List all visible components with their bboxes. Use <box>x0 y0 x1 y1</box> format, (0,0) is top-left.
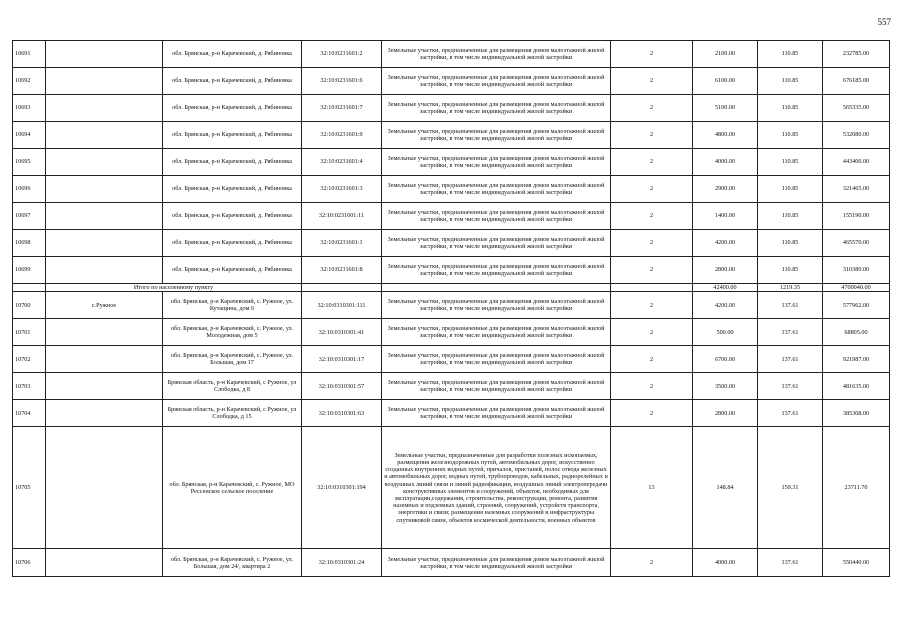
row-location: обл. Брянская, р-н Карачевский, с. Ружное, ул. Кутащина, дом 6 <box>163 292 302 319</box>
table-row <box>13 41 890 68</box>
row-land-use: Земельные участки, предназначенные для размещения домов малоэтажной жилой застройки, в том числе индивидуальной жилой застройки <box>382 400 611 427</box>
row-value: 232785.00 <box>823 41 890 68</box>
total-area: 42400.00 <box>693 284 758 292</box>
row-location: Брянская область, р-н Карачевский, с Ружное, ул Слободка, д 15 <box>163 400 302 427</box>
row-cadastral-number: 32:10:0310301:63 <box>302 400 382 427</box>
table-row <box>13 292 890 319</box>
row-number: 10706 <box>13 549 46 577</box>
settlement-spacer-cell <box>46 95 163 122</box>
row-area: 4200.00 <box>693 292 758 319</box>
settlement-spacer-cell <box>46 400 163 427</box>
row-land-use: Земельные участки, предназначенные для размещения домов малоэтажной жилой застройки, в том числе индивидуальной жилой застройки <box>382 41 611 68</box>
settlement-spacer-cell <box>46 373 163 400</box>
table-body-total <box>13 284 890 292</box>
row-category: 2 <box>611 549 693 577</box>
row-value: 481635.00 <box>823 373 890 400</box>
settlement-name: с.Ружное <box>46 292 163 319</box>
settlement-spacer-cell <box>46 346 163 373</box>
row-value: 310380.00 <box>823 257 890 284</box>
row-area: 4000.00 <box>693 549 758 577</box>
table-row <box>13 203 890 230</box>
row-number: 10702 <box>13 346 46 373</box>
row-cadastral-number: 32:10:0231601:11 <box>302 203 382 230</box>
row-category: 2 <box>611 400 693 427</box>
row-location: обл. Брянская, р-н Карачевский, с. Ружное, МО Рессенское сельское поселение <box>163 427 302 549</box>
row-land-use: Земельные участки, предназначенные для размещения домов малоэтажной жилой застройки, в том числе индивидуальной жилой застройки <box>382 373 611 400</box>
row-number: 10699 <box>13 257 46 284</box>
row-rate: 110.85 <box>758 41 823 68</box>
row-rate: 110.85 <box>758 122 823 149</box>
row-value: 321465.00 <box>823 176 890 203</box>
row-rate: 110.85 <box>758 68 823 95</box>
row-category: 2 <box>611 373 693 400</box>
row-location: обл. Брянская, р-н Карачевский, с. Ружное, ул. Молодежная, дом 5 <box>163 319 302 346</box>
settlement-spacer-cell <box>46 176 163 203</box>
row-area: 4800.00 <box>693 122 758 149</box>
row-number: 10696 <box>13 176 46 203</box>
row-location: обл. Брянская, р-н Карачевский, д. Рябиновка <box>163 176 302 203</box>
row-area: 2800.00 <box>693 257 758 284</box>
row-rate: 110.85 <box>758 257 823 284</box>
row-value: 565335.00 <box>823 95 890 122</box>
total-label: Итого по населенному пункту <box>46 284 302 292</box>
row-rate: 137.61 <box>758 346 823 373</box>
row-area: 4200.00 <box>693 230 758 257</box>
row-rate: 110.85 <box>758 95 823 122</box>
cadastral-value-table <box>12 40 890 577</box>
row-value: 577962.00 <box>823 292 890 319</box>
row-cadastral-number: 32:10:0310301:24 <box>302 549 382 577</box>
row-number: 10694 <box>13 122 46 149</box>
row-category: 2 <box>611 149 693 176</box>
row-cadastral-number: 32:10:0231601:7 <box>302 95 382 122</box>
row-number: 10704 <box>13 400 46 427</box>
row-land-use: Земельные участки, предназначенные для размещения домов малоэтажной жилой застройки, в том числе индивидуальной жилой застройки <box>382 149 611 176</box>
settlement-spacer-cell <box>46 549 163 577</box>
row-cadastral-number: 32:10:0231601:1 <box>302 230 382 257</box>
row-category: 2 <box>611 203 693 230</box>
row-category: 2 <box>611 68 693 95</box>
row-area: 2100.00 <box>693 41 758 68</box>
row-category: 2 <box>611 41 693 68</box>
row-area: 5100.00 <box>693 95 758 122</box>
total-empty-cell <box>13 284 46 292</box>
row-value: 532080.00 <box>823 122 890 149</box>
row-land-use: Земельные участки, предназначенные для размещения домов малоэтажной жилой застройки, в том числе индивидуальной жилой застройки <box>382 95 611 122</box>
settlement-spacer-cell <box>46 257 163 284</box>
total-empty-cell <box>611 284 693 292</box>
row-category: 2 <box>611 319 693 346</box>
row-location: Брянская область, р-н Карачевский, с Ружное, ул Слободка, д 8 <box>163 373 302 400</box>
table-row <box>13 549 890 577</box>
row-cadastral-number: 32:10:0231601:4 <box>302 149 382 176</box>
row-land-use: Земельные участки, предназначенные для размещения домов малоэтажной жилой застройки, в том числе индивидуальной жилой застройки <box>382 203 611 230</box>
settlement-spacer-cell <box>46 41 163 68</box>
row-area: 2800.00 <box>693 400 758 427</box>
row-cadastral-number: 32:10:0310301:57 <box>302 373 382 400</box>
row-cadastral-number: 32:10:0231601:6 <box>302 68 382 95</box>
row-rate: 137.61 <box>758 319 823 346</box>
row-area: 1400.00 <box>693 203 758 230</box>
row-rate: 110.85 <box>758 230 823 257</box>
table-row <box>13 400 890 427</box>
settlement-spacer-cell <box>46 122 163 149</box>
row-rate: 137.61 <box>758 400 823 427</box>
row-land-use: Земельные участки, предназначенные для разработки полезных ископаемых, размещения железнодорожных путей, автомобильных дорог, искусственно созданных внутренних водных путей, причалов, пристаней, полос отвода железных и автомобильных дорог, водных путей, трубопроводов, кабельных, радиорелейных и воздушных линий связи и линий радиофикации, воздушных линий электропередачи конструктивных элементов и сооружений, объектов, необходимых для эксплуатации,содержания, строительства, реконструкции, ремонта, развития наземных и подземных зданий, строений, сооружений, устройств транспорта, энергетики и связи; размещения наземных сооружений и инфраструктуры спутниковой связи, объектов космической деятельности, военных объектов <box>382 427 611 549</box>
row-land-use: Земельные участки, предназначенные для размещения домов малоэтажной жилой застройки, в том числе индивидуальной жилой застройки <box>382 68 611 95</box>
row-cadastral-number: 32:10:0310301:111 <box>302 292 382 319</box>
row-number: 10695 <box>13 149 46 176</box>
row-cadastral-number: 32:10:0310301:41 <box>302 319 382 346</box>
row-category: 2 <box>611 95 693 122</box>
row-rate: 110.85 <box>758 149 823 176</box>
row-value: 550440.00 <box>823 549 890 577</box>
row-number: 10693 <box>13 95 46 122</box>
row-land-use: Земельные участки, предназначенные для размещения домов малоэтажной жилой застройки, в том числе индивидуальной жилой застройки <box>382 549 611 577</box>
row-land-use: Земельные участки, предназначенные для размещения домов малоэтажной жилой застройки, в том числе индивидуальной жилой застройки <box>382 176 611 203</box>
row-value: 443400.00 <box>823 149 890 176</box>
row-rate: 137.61 <box>758 373 823 400</box>
row-category: 2 <box>611 230 693 257</box>
table-row <box>13 149 890 176</box>
row-area: 6700.00 <box>693 346 758 373</box>
row-rate: 137.61 <box>758 292 823 319</box>
row-cadastral-number: 32:10:0231601:8 <box>302 257 382 284</box>
settlement-spacer-cell <box>46 427 163 549</box>
row-land-use: Земельные участки, предназначенные для размещения домов малоэтажной жилой застройки, в том числе индивидуальной жилой застройки <box>382 319 611 346</box>
row-cadastral-number: 32:10:0310301:194 <box>302 427 382 549</box>
table-body-tail <box>13 427 890 577</box>
row-number: 10700 <box>13 292 46 319</box>
row-category: 2 <box>611 257 693 284</box>
row-rate: 159.31 <box>758 427 823 549</box>
table-row <box>13 346 890 373</box>
row-rate: 110.85 <box>758 203 823 230</box>
row-location: обл. Брянская, р-н Карачевский, д. Рябиновка <box>163 257 302 284</box>
total-empty-cell <box>382 284 611 292</box>
row-location: обл. Брянская, р-н Карачевский, д. Рябиновка <box>163 68 302 95</box>
table-row <box>13 427 890 549</box>
row-area: 148.84 <box>693 427 758 549</box>
row-cadastral-number: 32:10:0231601:3 <box>302 176 382 203</box>
row-area: 2900.00 <box>693 176 758 203</box>
total-row <box>13 284 890 292</box>
row-location: обл. Брянская, р-н Карачевский, д. Рябиновка <box>163 95 302 122</box>
table-body-ryabinovka <box>13 41 890 284</box>
row-number: 10698 <box>13 230 46 257</box>
row-number: 10691 <box>13 41 46 68</box>
row-rate: 137.61 <box>758 549 823 577</box>
row-category: 2 <box>611 292 693 319</box>
row-land-use: Земельные участки, предназначенные для размещения домов малоэтажной жилой застройки, в том числе индивидуальной жилой застройки <box>382 346 611 373</box>
table-row <box>13 257 890 284</box>
row-cadastral-number: 32:10:0231601:2 <box>302 41 382 68</box>
row-category: 2 <box>611 122 693 149</box>
row-area: 4000.00 <box>693 149 758 176</box>
settlement-spacer-cell <box>46 230 163 257</box>
row-land-use: Земельные участки, предназначенные для размещения домов малоэтажной жилой застройки, в том числе индивидуальной жилой застройки <box>382 230 611 257</box>
row-number: 10703 <box>13 373 46 400</box>
settlement-spacer-cell <box>46 203 163 230</box>
row-number: 10701 <box>13 319 46 346</box>
row-area: 500.00 <box>693 319 758 346</box>
row-location: обл. Брянская, р-н Карачевский, с. Ружное, ул. Большая, дом 24/, квартира 2 <box>163 549 302 577</box>
total-value: 4700040.00 <box>823 284 890 292</box>
row-category: 13 <box>611 427 693 549</box>
row-category: 2 <box>611 176 693 203</box>
row-area: 3500.00 <box>693 373 758 400</box>
table-row <box>13 68 890 95</box>
row-value: 465570.00 <box>823 230 890 257</box>
row-location: обл. Брянская, р-н Карачевский, д. Рябиновка <box>163 122 302 149</box>
row-value: 676185.00 <box>823 68 890 95</box>
row-area: 6100.00 <box>693 68 758 95</box>
row-rate: 110.85 <box>758 176 823 203</box>
row-number: 10705 <box>13 427 46 549</box>
total-empty-cell <box>302 284 382 292</box>
row-number: 10697 <box>13 203 46 230</box>
table-row <box>13 319 890 346</box>
row-category: 2 <box>611 346 693 373</box>
page-number: 557 <box>877 17 891 27</box>
row-cadastral-number: 32:10:0231601:9 <box>302 122 382 149</box>
row-value: 385308.00 <box>823 400 890 427</box>
settlement-spacer-cell <box>46 68 163 95</box>
settlement-spacer-cell <box>46 319 163 346</box>
table-row <box>13 230 890 257</box>
row-value: 155190.00 <box>823 203 890 230</box>
row-cadastral-number: 32:10:0310301:17 <box>302 346 382 373</box>
row-location: обл. Брянская, р-н Карачевский, д. Рябиновка <box>163 203 302 230</box>
row-land-use: Земельные участки, предназначенные для размещения домов малоэтажной жилой застройки, в том числе индивидуальной жилой застройки <box>382 122 611 149</box>
row-number: 10692 <box>13 68 46 95</box>
table-body-ruzhnoe <box>13 292 890 427</box>
table-row <box>13 95 890 122</box>
table-row <box>13 176 890 203</box>
row-location: обл. Брянская, р-н Карачевский, с. Ружное, ул. Большая, дом 17 <box>163 346 302 373</box>
row-location: обл. Брянская, р-н Карачевский, д. Рябиновка <box>163 41 302 68</box>
row-land-use: Земельные участки, предназначенные для размещения домов малоэтажной жилой застройки, в том числе индивидуальной жилой застройки <box>382 257 611 284</box>
row-value: 23711.70 <box>823 427 890 549</box>
row-location: обл. Брянская, р-н Карачевский, д. Рябиновка <box>163 230 302 257</box>
row-value: 68805.00 <box>823 319 890 346</box>
row-land-use: Земельные участки, предназначенные для размещения домов малоэтажной жилой застройки, в том числе индивидуальной жилой застройки <box>382 292 611 319</box>
row-location: обл. Брянская, р-н Карачевский, д. Рябиновка <box>163 149 302 176</box>
settlement-spacer-cell <box>46 149 163 176</box>
row-value: 921987.00 <box>823 346 890 373</box>
total-rate: 1219.35 <box>758 284 823 292</box>
table-row <box>13 373 890 400</box>
table-row <box>13 122 890 149</box>
